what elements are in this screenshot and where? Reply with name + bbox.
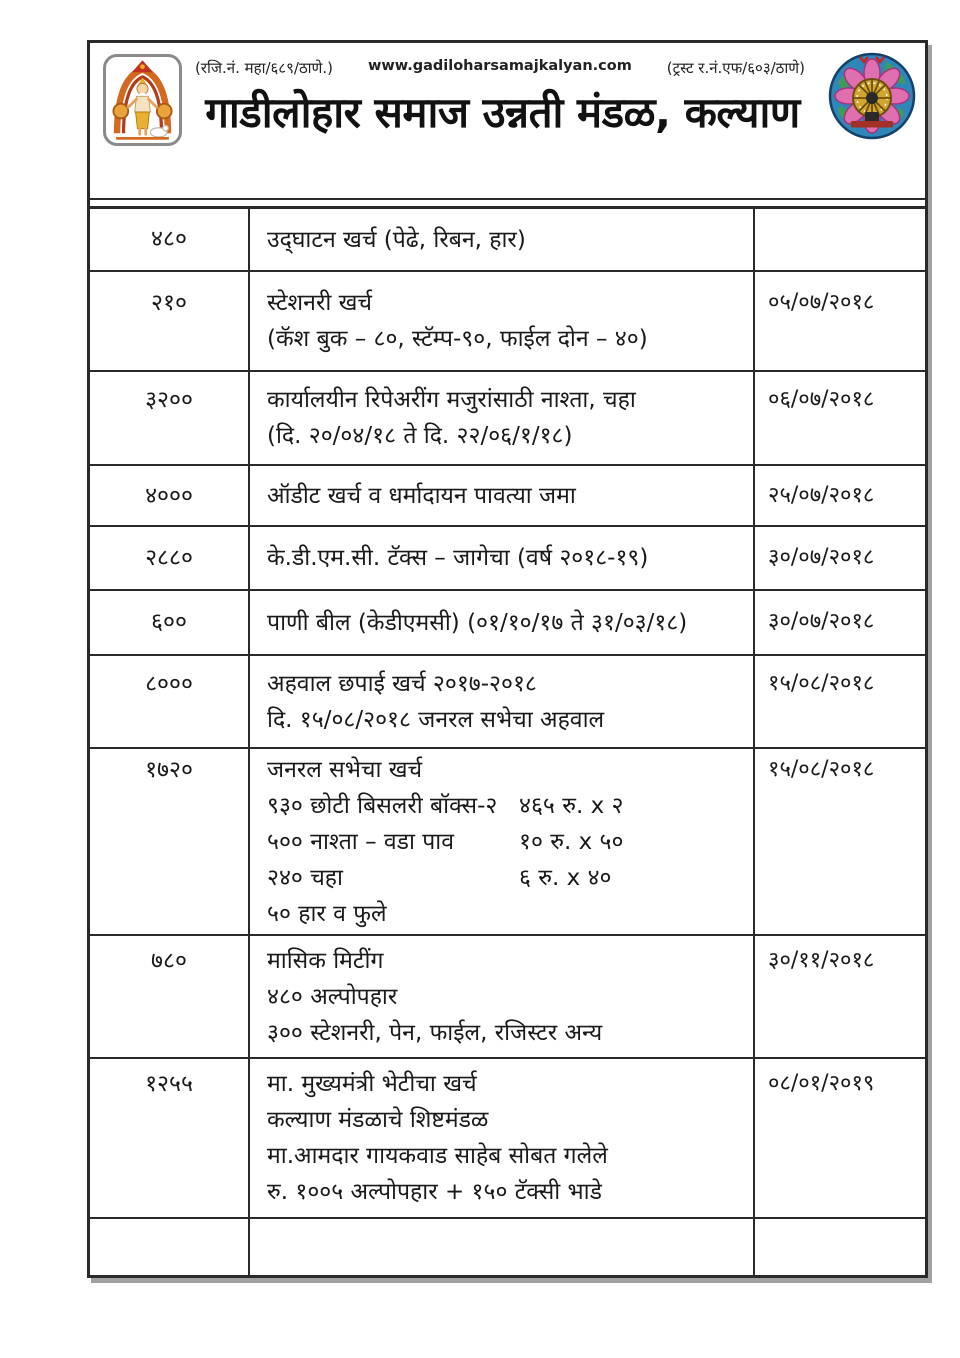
desc-line-calc: ६ रु. x ४० (519, 864, 612, 891)
table-row (90, 527, 925, 591)
table-row (90, 209, 925, 272)
table-row (90, 466, 925, 527)
desc-line: अहवाल छपाई खर्च २०१७-२०१८ (267, 670, 537, 697)
desc-line: कार्यालयीन रिपेअरींग मजुरांसाठी नाश्ता, चहा (267, 387, 636, 413)
amount-cell: १७२० (90, 749, 250, 934)
desc-line: ४८० अल्पोपहार (267, 983, 398, 1010)
date-cell: १५/०८/२०१८ (768, 671, 875, 696)
date-cell: १५/०८/२०१८ (768, 757, 875, 782)
desc-line-calc: ४६५ रु. x २ (519, 792, 624, 819)
amount-cell: २१० (90, 272, 250, 370)
organization-title: गाडीलोहार समाज उन्नती मंडळ, कल्याण (205, 88, 800, 137)
amount-cell: १२५५ (90, 1059, 250, 1217)
description-cell (250, 936, 755, 1057)
amount-cell: ४००० (90, 466, 250, 525)
desc-line: दि. १५/०८/२०१८ जनरल सभेचा अहवाल (267, 706, 605, 733)
description-cell (250, 1059, 755, 1217)
table-row (90, 1059, 925, 1219)
trust-number-right: (ट्रस्ट र.नं.एफ/६०३/ठाणे) (666, 59, 805, 77)
amount-cell: ७८० (90, 936, 250, 1057)
amount-cell: ८००० (90, 656, 250, 747)
letterhead (90, 43, 925, 200)
desc-line: ऑडीट खर्च व धर्मादायन पावत्या जमा (267, 482, 576, 509)
desc-line: मा. मुख्यमंत्री भेटीचा खर्च (267, 1071, 477, 1097)
desc-line: स्टेशनरी खर्च (267, 290, 373, 316)
date-cell: ३०/११/२०१८ (768, 948, 875, 973)
description-cell (250, 749, 755, 934)
table-row (90, 372, 925, 466)
desc-line: ५०० नाश्ता – वडा पाव (267, 828, 455, 855)
desc-line: (दि. २०/०४/१८ ते दि. २२/०६/१/१८) (267, 423, 573, 449)
website-url: www.gadiloharsamajkalyan.com (367, 58, 632, 74)
description-cell (250, 527, 755, 589)
description-cell (250, 209, 755, 270)
deity-emblem-svg (106, 57, 179, 143)
registration-number-left: (रजि.नं. महा/६८९/ठाणे.) (195, 59, 334, 77)
date-cell (755, 209, 925, 270)
amount-cell (90, 1219, 250, 1275)
scanned-page (87, 40, 928, 1278)
society-round-logo-icon (828, 52, 916, 140)
date-cell: २५/०७/२०१८ (768, 483, 875, 508)
desc-line-calc: १० रु. x ५० (519, 828, 624, 855)
desc-line: मासिक मिटींग (267, 947, 384, 974)
deity-emblem-icon (103, 54, 182, 146)
desc-line: के.डी.एम.सी. टॅक्स – जागेचा (वर्ष २०१८-१९) (267, 545, 649, 571)
date-cell: ०६/०७/२०१८ (768, 387, 875, 412)
desc-line: ५० हार व फुले (267, 900, 387, 927)
date-cell: ०५/०७/२०१८ (768, 290, 875, 315)
society-logo-svg (828, 52, 916, 140)
date-cell (755, 1219, 925, 1275)
description-cell (250, 372, 755, 464)
date-cell: ०८/०१/२०१९ (768, 1071, 875, 1096)
amount-cell: ६०० (90, 591, 250, 654)
table-row-empty (90, 1219, 925, 1275)
table-row (90, 749, 925, 936)
amount-cell: २८८० (90, 527, 250, 589)
amount-cell: ४८० (90, 209, 250, 270)
table-row (90, 272, 925, 372)
desc-line: पाणी बील (केडीएमसी) (०१/१०/१७ ते ३१/०३/१८) (267, 609, 688, 636)
desc-line: ९३० छोटी बिसलरी बॉक्स-२ (267, 792, 498, 819)
description-cell (250, 1219, 755, 1275)
table-row (90, 656, 925, 749)
desc-line: उद्‌घाटन खर्च (पेढे, रिबन, हार) (267, 226, 526, 253)
description-cell (250, 272, 755, 370)
desc-line: (कॅश बुक – ८०, स्टॅम्प-९०, फाईल दोन – ४०) (267, 326, 648, 352)
amount-cell: ३२०० (90, 372, 250, 464)
table-row (90, 936, 925, 1059)
registration-line (195, 58, 805, 78)
description-cell (250, 466, 755, 525)
description-cell (250, 591, 755, 654)
expense-table (90, 206, 925, 1275)
date-cell: ३०/०७/२०१८ (768, 609, 875, 634)
desc-line: २४० चहा (267, 864, 343, 891)
desc-line: जनरल सभेचा खर्च (267, 756, 423, 783)
desc-line: कल्याण मंडळाचे शिष्टमंडळ (267, 1107, 489, 1133)
desc-line: ३०० स्टेशनरी, पेन, फाईल, रजिस्टर अन्य (267, 1019, 603, 1046)
desc-line: मा.आमदार गायकवाड साहेब सोबत गलेले (267, 1143, 608, 1169)
desc-line: रु. १००५ अल्पोपहार + १५० टॅक्सी भाडे (267, 1179, 602, 1205)
date-cell: ३०/०७/२०१८ (768, 545, 875, 570)
description-cell (250, 656, 755, 747)
table-row (90, 591, 925, 656)
